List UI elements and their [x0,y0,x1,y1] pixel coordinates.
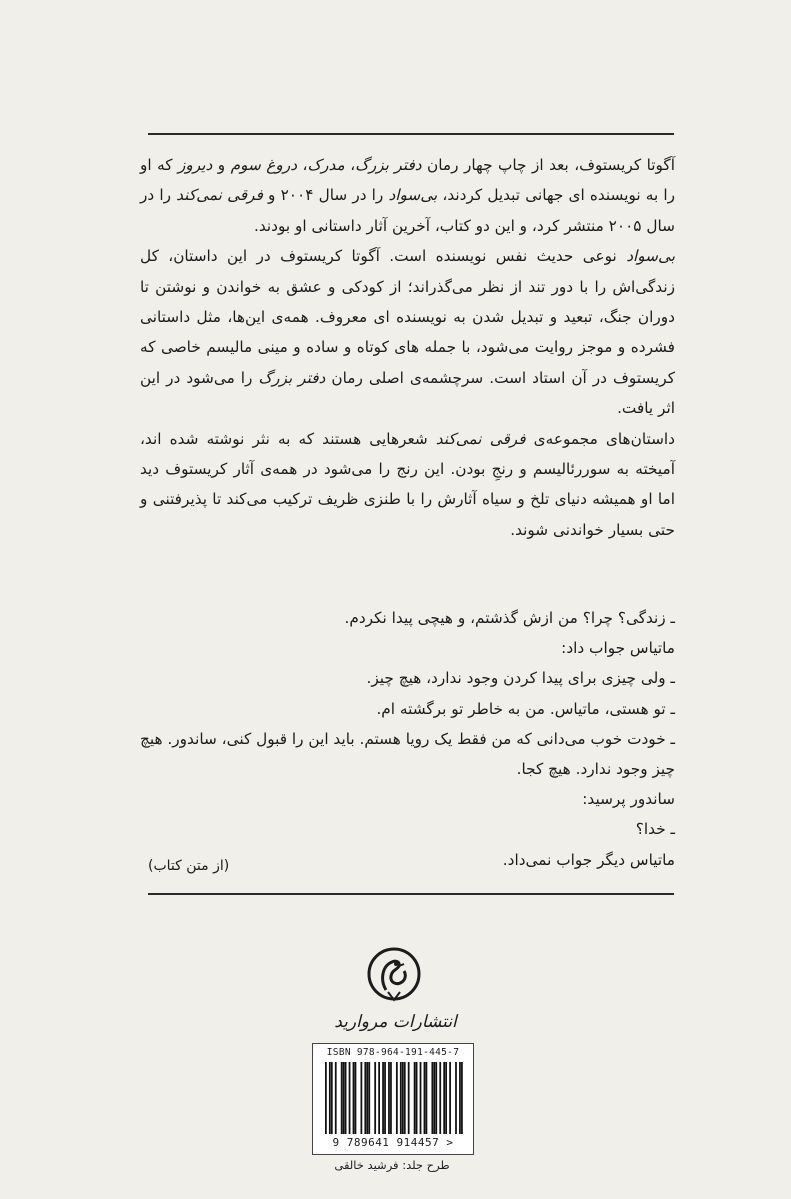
barcode-bar [435,1062,437,1134]
barcode-bar [431,1062,433,1134]
barcode-bar [349,1062,351,1134]
barcode-bar [345,1062,347,1134]
italic-title: دروغ سوم [230,156,298,174]
barcode-bar [416,1062,418,1134]
text-run: ، [344,156,356,174]
excerpt-line: ماتیاس دیگر جواب نمی‌داد. [502,850,675,869]
excerpt-line: ـ زندگی؟ چرا؟ من ازش گذشتم، و هیچی پیدا نکردم. [344,609,675,627]
text-run: ، [297,156,308,174]
barcode-bar [400,1062,402,1134]
excerpt-line: ـ تو هستی، ماتیاس. من به خاطر تو برگشته ام. [376,699,675,718]
blurb-paragraph-2 [140,241,675,423]
italic-title: فرقی نمی‌کند [435,429,526,448]
barcode-bar [459,1062,461,1134]
text-run: که او را به نویسنده ای جهانی تبدیل کردند، [140,156,675,205]
text-run: داستان‌های مجموعه‌ی [525,429,675,448]
barcode-bar [408,1062,410,1134]
excerpt-line: ماتیاس جواب داد: [561,639,675,658]
barcode-bar [343,1062,345,1134]
barcode-bar [388,1062,390,1134]
barcode-digits: 9 789641 914457 > [332,1136,454,1149]
publisher-name: انتشارات مروارید [334,1012,457,1032]
barcode-bar [404,1062,406,1134]
barcode-bar [426,1062,428,1134]
book-excerpt [140,603,675,875]
excerpt-line: ساندور پرسید: [582,790,675,809]
text-run: را در سال ۲۰۰۵ منتشر کرد، و این دو کتاب، آخرین آثار داستانی او بودند. [140,186,675,235]
text-run: را در سال ۲۰۰۴ و [262,186,389,205]
blurb-paragraph-3 [140,424,675,546]
barcode-bar [378,1062,380,1134]
text-run: و [212,156,231,174]
isbn-number: ISBN 978-964-191-445-7 [326,1047,460,1058]
barcode-bar [341,1062,343,1134]
text-run: را می‌شود در این اثر یافت. [140,368,675,418]
italic-title: دیروز [178,156,213,174]
barcode-bar [420,1062,422,1134]
barcode-bar [449,1062,451,1134]
barcode-bar [368,1062,370,1134]
barcode-bar [390,1062,392,1134]
barcode-bar [402,1062,404,1134]
excerpt-line: ـ خودت خوب می‌دانی که من فقط یک رویا هستم. باید این را قبول کنی، ساندور. هیچ چیز وجود ندارد. هیچ کجا. [139,729,675,779]
bottom-divider [148,893,674,895]
barcode-bar [335,1062,337,1134]
barcode-bar [382,1062,384,1134]
barcode-bar [364,1062,366,1134]
italic-title: مدرک [307,156,345,174]
blurb-text [140,150,675,545]
isbn-barcode-block [312,1043,474,1155]
barcode-bar [433,1062,435,1134]
barcode-bar [331,1062,333,1134]
barcode-bar [443,1062,445,1134]
italic-title: دفتر بزرگ [258,368,326,387]
barcode-bar [366,1062,368,1134]
italic-title: بی‌سواد [388,186,438,205]
barcode-bar [325,1062,327,1134]
barcode-bar [374,1062,376,1134]
barcode-bar [414,1062,416,1134]
barcode-bar [424,1062,426,1134]
top-divider [148,133,674,135]
italic-title: دفتر بزرگ [355,156,422,174]
barcode-bar [396,1062,398,1134]
italic-title: فرقی نمی‌کند [176,186,263,205]
text-run: آگوتا کریستوف، بعد از چاپ چهار رمان [421,156,675,174]
barcode-bar [360,1062,362,1134]
barcode-bar [353,1062,355,1134]
text-run: نوعی حدیث نفس نویسنده است. آگوتا کریستوف در این داستان، کل زندگی‌اش را با دور تند از نظر می‌گذراند؛ از کودکی و عشق به خواندن و نوشتن تا دوران جنگ، تبعید و تبدیل شدن به نویسنده ای معروف. همه‌ی این‌ها، مثل داستانی فشرده و موجز روایت می‌شود، با جمله های کوتاه و ساده و مینی مالیسم خاصی که کریستوف در آن استاد است. سرچشمه‌ی اصلی رمان [140,247,675,387]
source-note: (از متن کتاب) [148,858,230,874]
barcode-bar [384,1062,386,1134]
barcode-bar [461,1062,463,1134]
excerpt-line: ـ ولی چیزی برای پیدا کردن وجود ندارد، هیچ چیز. [366,669,675,688]
peacock-logo-icon [366,940,422,1010]
barcode-bar [455,1062,457,1134]
italic-title: بی‌سواد [626,247,675,266]
barcode-bar [355,1062,357,1134]
barcode-bar [439,1062,441,1134]
barcode-icon [325,1062,463,1134]
barcode-bar [329,1062,331,1134]
text-run: شعرهایی هستند که به نثر نوشته شده اند، آمیخته به سوررئالیسم و رنجِ بودن. این رنج را می‌شود در همه‌ی آثار کریستوف دید اما او همیشه دنیای تلخ و سیاه آثارش را با طنزی ظریف ترکیب می‌کند تا پذیرفتنی و حتی بسیار خواندنی شوند. [140,429,675,539]
barcode-bar [445,1062,447,1134]
cover-designer-credit: طرح جلد: فرشید خالقی [334,1158,450,1172]
excerpt-line: ـ خدا؟ [635,820,675,839]
blurb-paragraph-1 [140,150,675,241]
